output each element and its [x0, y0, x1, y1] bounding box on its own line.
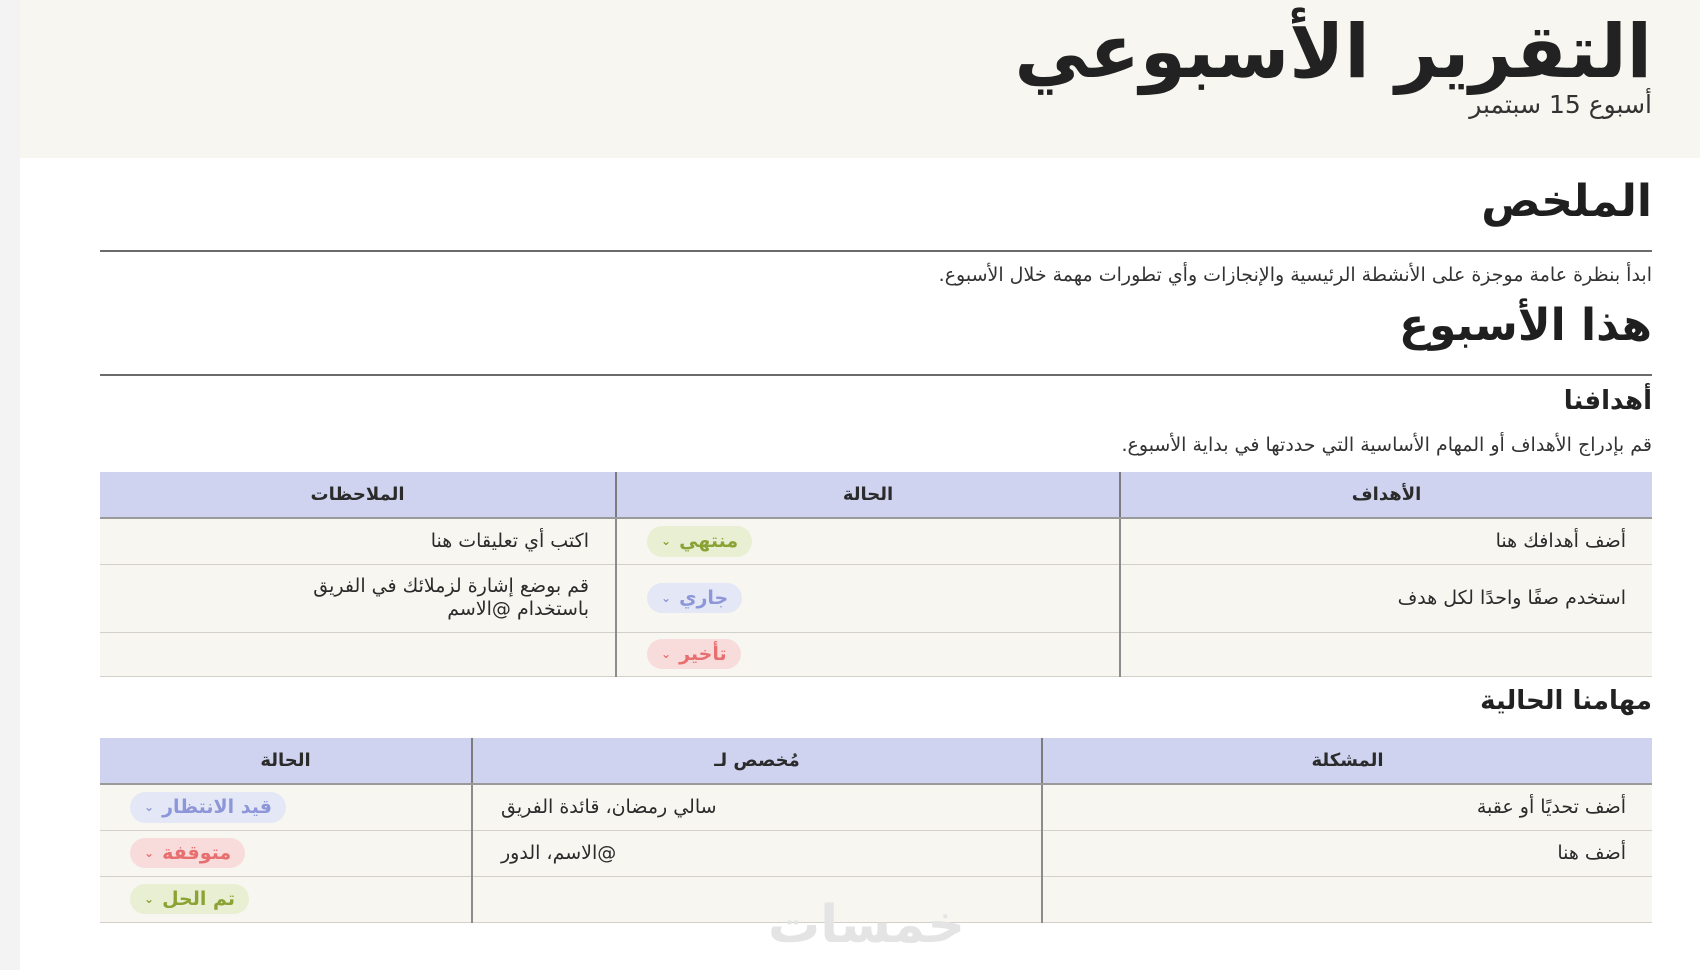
notes-line: باستخدام ‎@الاسم — [447, 598, 589, 620]
this-week-divider — [100, 374, 1652, 376]
issue-cell[interactable]: أضف تحديًا أو عقبة — [1042, 784, 1652, 830]
table-row — [100, 830, 1652, 876]
notes-line: قم بوضع إشارة لزملائك في الفريق — [313, 575, 589, 598]
summary-text: ابدأ بنظرة عامة موجزة على الأنشطة الرئيسية والإنجازات وأي تطورات مهمة خلال الأسبوع. — [938, 264, 1652, 286]
status-cell — [616, 632, 1120, 676]
goals-col-header: الأهداف — [1120, 472, 1652, 518]
table-row — [100, 564, 1652, 632]
status-label: تم الحل — [162, 887, 236, 910]
goal-cell[interactable] — [1120, 632, 1652, 676]
status-dropdown[interactable] — [647, 639, 741, 670]
status-cell — [100, 784, 472, 830]
tasks-col-header: الحالة — [100, 738, 472, 784]
notes-line: اكتب أي تعليقات هنا — [430, 529, 589, 552]
page-title: التقرير الأسبوعي — [1014, 9, 1652, 95]
table-row — [100, 632, 1652, 676]
assignee-cell[interactable]: ‎@الاسم، الدور — [472, 830, 1042, 876]
summary-section — [100, 176, 1652, 229]
watermark-logo: خمسات — [768, 895, 966, 955]
goals-header-row — [100, 472, 1652, 518]
tasks-col-header: المشكلة — [1042, 738, 1652, 784]
goals-col-header: الملاحظات — [100, 472, 616, 518]
goal-cell[interactable]: استخدم صفًا واحدًا لكل هدف — [1120, 564, 1652, 632]
notes-cell[interactable] — [100, 518, 616, 564]
status-dropdown[interactable] — [130, 792, 286, 823]
notes-cell[interactable] — [100, 632, 616, 676]
status-cell — [616, 564, 1120, 632]
summary-heading: الملخص — [1481, 176, 1652, 227]
tasks-col-header: مُخصص لـ — [472, 738, 1042, 784]
table-row — [100, 784, 1652, 830]
chevron-down-icon: ⌄ — [144, 800, 155, 815]
status-dropdown[interactable] — [647, 526, 752, 557]
this-week-heading: هذا الأسبوع — [1398, 300, 1652, 351]
status-cell — [100, 830, 472, 876]
page-subtitle: أسبوع 15 سبتمبر — [1469, 90, 1652, 119]
chevron-down-icon: ⌄ — [661, 646, 672, 661]
chevron-down-icon: ⌄ — [144, 845, 155, 860]
status-label: قيد الانتظار — [162, 795, 272, 818]
status-cell — [100, 876, 472, 922]
goals-col-header: الحالة — [616, 472, 1120, 518]
notes-cell[interactable] — [100, 564, 616, 632]
this-week-section — [100, 300, 1652, 353]
table-row — [100, 518, 1652, 564]
summary-divider — [100, 250, 1652, 252]
status-dropdown[interactable] — [647, 583, 742, 614]
status-cell — [616, 518, 1120, 564]
goals-table-wrapper — [100, 472, 1652, 677]
status-dropdown[interactable] — [130, 884, 249, 915]
chevron-down-icon: ⌄ — [144, 891, 155, 906]
goals-table — [100, 472, 1652, 677]
goals-text: قم بإدراج الأهداف أو المهام الأساسية التي حددتها في بداية الأسبوع. — [1121, 434, 1652, 456]
assignee-cell[interactable]: سالي رمضان، قائدة الفريق — [472, 784, 1042, 830]
issue-cell[interactable] — [1042, 876, 1652, 922]
status-label: جاري — [679, 586, 729, 609]
issue-cell[interactable]: أضف هنا — [1042, 830, 1652, 876]
chevron-down-icon: ⌄ — [661, 590, 672, 605]
left-margin — [0, 0, 20, 970]
document-page — [20, 0, 1700, 970]
tasks-header-row — [100, 738, 1652, 784]
status-label: تأخير — [679, 642, 727, 665]
status-label: متوقفة — [162, 841, 232, 864]
goals-heading: أهدافنا — [1563, 386, 1652, 416]
status-dropdown[interactable] — [130, 838, 245, 869]
status-label: منتهي — [679, 529, 739, 552]
tasks-heading: مهامنا الحالية — [1480, 686, 1652, 716]
chevron-down-icon: ⌄ — [661, 534, 672, 549]
page-header — [20, 0, 1700, 158]
goal-cell[interactable]: أضف أهدافك هنا — [1120, 518, 1652, 564]
